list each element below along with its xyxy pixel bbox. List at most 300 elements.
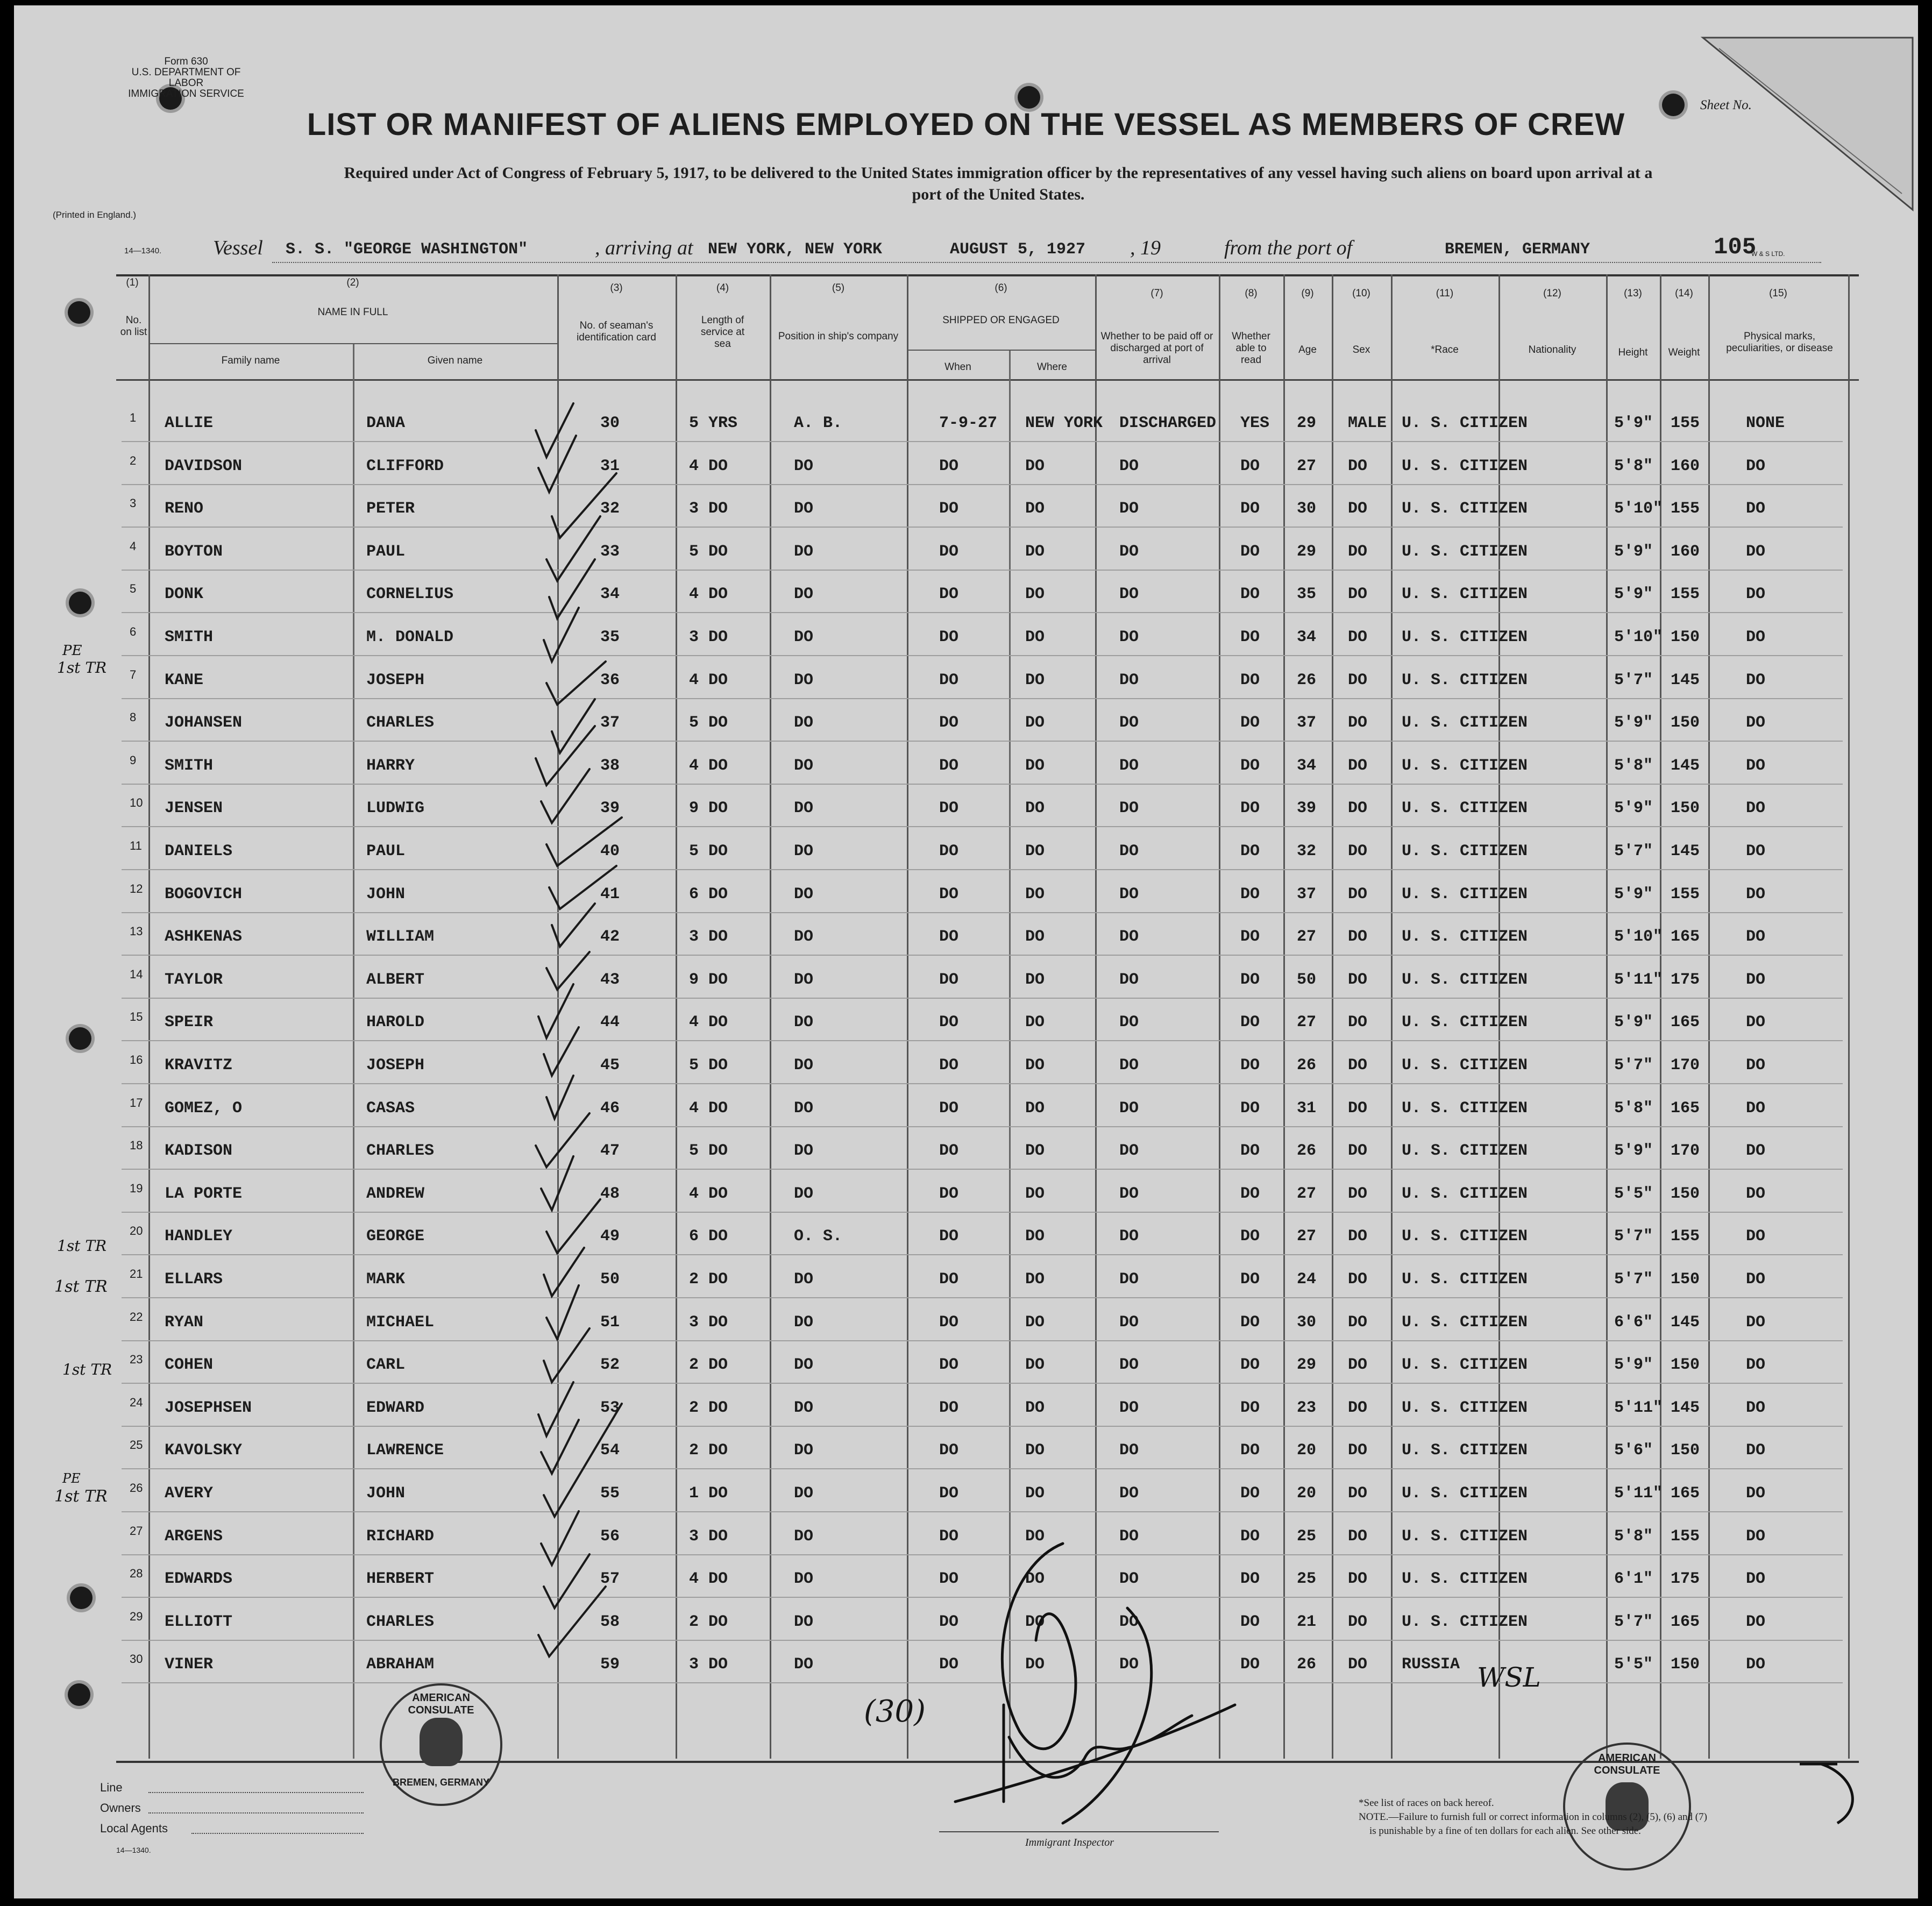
shipped-when: DO	[939, 1356, 959, 1374]
physical-marks: DO	[1746, 1227, 1766, 1246]
sex: DO	[1348, 1313, 1368, 1332]
family-name: DANIELS	[165, 842, 233, 860]
able-to-read: DO	[1240, 1313, 1260, 1332]
length-of-service: 5 DO	[689, 714, 728, 732]
given-name: EDWARD	[366, 1399, 425, 1417]
margin-note-pe: PE	[62, 643, 82, 659]
table-row	[14, 625, 1918, 670]
margin-note-row20: 1st TR	[57, 1237, 107, 1255]
given-name: LAWRENCE	[366, 1441, 444, 1460]
footer-rule	[191, 1833, 364, 1834]
age: 37	[1297, 885, 1317, 904]
age: 25	[1297, 1527, 1317, 1546]
col-header-shipped: SHIPPED OR ENGAGED	[942, 315, 1060, 326]
col-header-race: *Race	[1431, 344, 1459, 355]
race: U. S. CITIZEN	[1402, 1099, 1528, 1118]
able-to-read: DO	[1240, 1227, 1260, 1246]
family-name: JENSEN	[165, 799, 223, 817]
shipped-where: DO	[1025, 842, 1045, 860]
family-name: RYAN	[165, 1313, 204, 1332]
table-row	[14, 924, 1918, 970]
row-number: 14	[130, 968, 143, 981]
shipped-when: DO	[939, 1441, 959, 1460]
able-to-read: DO	[1240, 628, 1260, 646]
sex: DO	[1348, 1185, 1368, 1203]
ship-position: DO	[794, 1484, 814, 1503]
physical-marks: DO	[1746, 1570, 1766, 1588]
race: U. S. CITIZEN	[1402, 714, 1528, 732]
shipped-where: DO	[1025, 1056, 1045, 1075]
given-name: CORNELIUS	[366, 585, 454, 603]
ship-position: DO	[794, 842, 814, 860]
weight: 165	[1671, 928, 1700, 946]
physical-marks: DO	[1746, 457, 1766, 475]
table-row	[14, 968, 1918, 1013]
given-name: HERBERT	[366, 1570, 435, 1588]
col-8-number: (8)	[1245, 288, 1258, 299]
table-row	[14, 753, 1918, 799]
able-to-read: DO	[1240, 714, 1260, 732]
able-to-read: DO	[1240, 671, 1260, 689]
shipped-where: DO	[1025, 1570, 1045, 1588]
height: 5'7"	[1614, 1227, 1653, 1246]
margin-note-row21: 1st TR	[54, 1277, 108, 1296]
row-number: 17	[130, 1096, 143, 1110]
ship-position: DO	[794, 1099, 814, 1118]
shipped-when: DO	[939, 885, 959, 904]
given-name: JOHN	[366, 885, 406, 904]
row-number: 23	[130, 1353, 143, 1366]
weight: 150	[1671, 714, 1700, 732]
shipped-when: DO	[939, 1655, 959, 1674]
year-label: , 19	[1130, 237, 1161, 259]
height: 5'9"	[1614, 885, 1653, 904]
col-15-number: (15)	[1769, 288, 1787, 299]
able-to-read: DO	[1240, 971, 1260, 989]
family-name: JOSEPHSEN	[165, 1399, 252, 1417]
length-of-service: 5 DO	[689, 543, 728, 561]
paid-off-status: DO	[1119, 799, 1139, 817]
card-number: 38	[600, 757, 620, 775]
ship-position: DO	[794, 457, 814, 475]
age: 25	[1297, 1570, 1317, 1588]
weight: 160	[1671, 457, 1700, 475]
weight: 150	[1671, 799, 1700, 817]
family-name: KRAVITZ	[165, 1056, 233, 1075]
col-header-card: No. of seaman's identification card	[577, 320, 656, 343]
ship-position: DO	[794, 585, 814, 603]
card-number: 58	[600, 1613, 620, 1631]
punch-hole	[68, 301, 90, 324]
length-of-service: 3 DO	[689, 1313, 728, 1332]
row-number: 30	[130, 1652, 143, 1666]
given-name: JOHN	[366, 1484, 406, 1503]
race: U. S. CITIZEN	[1402, 1570, 1528, 1588]
card-number: 49	[600, 1227, 620, 1246]
height: 5'9"	[1614, 543, 1653, 561]
given-name: HAROLD	[366, 1013, 425, 1032]
given-name: PAUL	[366, 842, 406, 860]
stamp-left-text: AMERICAN CONSULATE	[408, 1692, 474, 1716]
height: 5'8"	[1614, 457, 1653, 475]
able-to-read: DO	[1240, 1399, 1260, 1417]
card-number: 45	[600, 1056, 620, 1075]
paid-off-status: DO	[1119, 585, 1139, 603]
footer-code: 14—1340.	[116, 1846, 151, 1854]
col-9-number: (9)	[1301, 288, 1314, 299]
shipped-where: NEW YORK	[1025, 414, 1103, 432]
age: 20	[1297, 1441, 1317, 1460]
length-of-service: 4 DO	[689, 671, 728, 689]
sex: DO	[1348, 799, 1368, 817]
length-of-service: 4 DO	[689, 1185, 728, 1203]
length-of-service: 2 DO	[689, 1399, 728, 1417]
weight: 175	[1671, 971, 1700, 989]
family-name: KAVOLSKY	[165, 1441, 243, 1460]
shipped-where: DO	[1025, 757, 1045, 775]
paid-off-status: DO	[1119, 1099, 1139, 1118]
height: 5'7"	[1614, 1270, 1653, 1289]
race: U. S. CITIZEN	[1402, 1356, 1528, 1374]
race: U. S. CITIZEN	[1402, 757, 1528, 775]
weight: 155	[1671, 1527, 1700, 1546]
form-service: IMMIGRATION SERVICE	[128, 88, 244, 99]
shipped-where: DO	[1025, 457, 1045, 475]
departure-port: BREMEN, GERMANY	[1445, 240, 1590, 259]
able-to-read: DO	[1240, 1056, 1260, 1075]
col-13-number: (13)	[1624, 288, 1642, 299]
card-number: 40	[600, 842, 620, 860]
race: U. S. CITIZEN	[1402, 1527, 1528, 1546]
physical-marks: DO	[1746, 1527, 1766, 1546]
family-name: SMITH	[165, 757, 214, 775]
race: U. S. CITIZEN	[1402, 971, 1528, 989]
physical-marks: DO	[1746, 671, 1766, 689]
physical-marks: DO	[1746, 757, 1766, 775]
weight: 155	[1671, 1227, 1700, 1246]
col-14-number: (14)	[1675, 288, 1693, 299]
given-name: GEORGE	[366, 1227, 425, 1246]
family-name: SPEIR	[165, 1013, 214, 1032]
card-number: 54	[600, 1441, 620, 1460]
length-of-service: 5 DO	[689, 1056, 728, 1075]
row-number: 28	[130, 1567, 143, 1580]
paid-off-status: DO	[1119, 1527, 1139, 1546]
shipped-when: DO	[939, 1270, 959, 1289]
family-name: ELLIOTT	[165, 1613, 233, 1631]
form-info	[119, 56, 253, 99]
age: 26	[1297, 671, 1317, 689]
punch-hole	[1018, 86, 1040, 109]
row-number: 6	[130, 625, 137, 638]
page-number: 105	[1714, 234, 1757, 261]
age: 24	[1297, 1270, 1317, 1289]
given-name: CASAS	[366, 1099, 415, 1118]
header-rule	[116, 379, 1859, 381]
race: U. S. CITIZEN	[1402, 543, 1528, 561]
able-to-read: DO	[1240, 1441, 1260, 1460]
age: 27	[1297, 1227, 1317, 1246]
table-row	[14, 1053, 1918, 1098]
physical-marks: DO	[1746, 1484, 1766, 1503]
card-number: 39	[600, 799, 620, 817]
height: 5'7"	[1614, 1056, 1653, 1075]
race: U. S. CITIZEN	[1402, 885, 1528, 904]
age: 26	[1297, 1056, 1317, 1075]
ship-position: DO	[794, 1441, 814, 1460]
footer-note-1: *See list of races on back hereof.	[1359, 1797, 1494, 1809]
shipped-where: DO	[1025, 1527, 1045, 1546]
ship-position: DO	[794, 1613, 814, 1631]
paid-off-status: DO	[1119, 457, 1139, 475]
family-name: BOYTON	[165, 543, 223, 561]
row-number: 5	[130, 582, 137, 595]
row-number: 8	[130, 710, 137, 724]
shipped-where: DO	[1025, 885, 1045, 904]
ship-position: DO	[794, 928, 814, 946]
weight: 150	[1671, 1441, 1700, 1460]
row-number: 26	[130, 1481, 143, 1495]
paid-off-status: DO	[1119, 1270, 1139, 1289]
family-name: LA PORTE	[165, 1185, 243, 1203]
height: 5'8"	[1614, 1099, 1653, 1118]
physical-marks: DO	[1746, 842, 1766, 860]
table-row	[14, 496, 1918, 542]
age: 50	[1297, 971, 1317, 989]
row-number: 15	[130, 1010, 143, 1023]
subtitle-line-1: Required under Act of Congress of February 5, 1917, to be delivered to the United States immigration officer by the representatives of any vessel having such aliens on board upon arrival at a	[344, 164, 1653, 182]
length-of-service: 4 DO	[689, 757, 728, 775]
given-name: PAUL	[366, 543, 406, 561]
family-name: ALLIE	[165, 414, 214, 432]
dotted-rule	[272, 262, 1821, 263]
height: 5'9"	[1614, 799, 1653, 817]
margin-note-pe-2: PE	[62, 1471, 81, 1486]
age: 29	[1297, 543, 1317, 561]
race: RUSSIA	[1402, 1655, 1460, 1674]
family-name: ELLARS	[165, 1270, 223, 1289]
shipped-when: DO	[939, 1013, 959, 1032]
physical-marks: DO	[1746, 1013, 1766, 1032]
family-name: TAYLOR	[165, 971, 223, 989]
shipped-where: DO	[1025, 1185, 1045, 1203]
length-of-service: 3 DO	[689, 928, 728, 946]
weight: 145	[1671, 671, 1700, 689]
given-name: CHARLES	[366, 1142, 435, 1160]
age: 37	[1297, 714, 1317, 732]
shipped-when: DO	[939, 757, 959, 775]
shipped-when: DO	[939, 1056, 959, 1075]
race: U. S. CITIZEN	[1402, 1185, 1528, 1203]
ship-position: DO	[794, 757, 814, 775]
subtitle	[165, 162, 1832, 205]
shipped-where: DO	[1025, 1399, 1045, 1417]
length-of-service: 3 DO	[689, 1527, 728, 1546]
footer-line: Line	[100, 1781, 123, 1794]
footer-rule	[148, 1792, 364, 1793]
physical-marks: DO	[1746, 1270, 1766, 1289]
sex: DO	[1348, 885, 1368, 904]
length-of-service: 2 DO	[689, 1613, 728, 1631]
weight: 150	[1671, 1356, 1700, 1374]
printed-in: (Printed in England.)	[53, 210, 136, 220]
col-7-number: (7)	[1150, 288, 1163, 299]
subtitle-line-2: port of the United States.	[912, 186, 1085, 203]
height: 5'10"	[1614, 500, 1663, 518]
race: U. S. CITIZEN	[1402, 1613, 1528, 1631]
col-header-name: NAME IN FULL	[317, 307, 388, 318]
col-6-number: (6)	[995, 282, 1007, 294]
able-to-read: DO	[1240, 1270, 1260, 1289]
vessel-name: S. S. "GEORGE WASHINGTON"	[286, 240, 528, 259]
sex: DO	[1348, 1613, 1368, 1631]
shipped-when: DO	[939, 928, 959, 946]
family-name: HANDLEY	[165, 1227, 233, 1246]
row-number: 27	[130, 1524, 143, 1538]
stamp-right-text: AMERICAN CONSULATE	[1594, 1752, 1660, 1776]
family-name: DONK	[165, 585, 204, 603]
col-header-marks: Physical marks, peculiarities, or disease	[1726, 331, 1833, 354]
physical-marks: DO	[1746, 585, 1766, 603]
shipped-when: DO	[939, 971, 959, 989]
weight: 145	[1671, 757, 1700, 775]
weight: 175	[1671, 1570, 1700, 1588]
card-number: 56	[600, 1527, 620, 1546]
able-to-read: DO	[1240, 1185, 1260, 1203]
given-name: CHARLES	[366, 1613, 435, 1631]
paid-off-status: DO	[1119, 1441, 1139, 1460]
stamp-left-city: BREMEN, GERMANY	[393, 1777, 490, 1788]
ship-position: DO	[794, 714, 814, 732]
age: 30	[1297, 1313, 1317, 1332]
shipped-when: DO	[939, 1570, 959, 1588]
weight: 170	[1671, 1056, 1700, 1075]
family-name: KADISON	[165, 1142, 233, 1160]
length-of-service: 2 DO	[689, 1356, 728, 1374]
ship-position: DO	[794, 799, 814, 817]
paid-off-status: DO	[1119, 1613, 1139, 1631]
col-header-no: No. on list	[120, 315, 147, 338]
height: 5'11"	[1614, 1484, 1663, 1503]
able-to-read: DO	[1240, 842, 1260, 860]
weight: 165	[1671, 1484, 1700, 1503]
shipped-when: DO	[939, 585, 959, 603]
height: 5'9"	[1614, 414, 1653, 432]
row-number: 13	[130, 924, 143, 938]
able-to-read: DO	[1240, 543, 1260, 561]
sex: DO	[1348, 671, 1368, 689]
shipped-when: DO	[939, 1613, 959, 1631]
row-number: 18	[130, 1139, 143, 1152]
race: U. S. CITIZEN	[1402, 500, 1528, 518]
col-header-weight: Weight	[1668, 347, 1700, 358]
paid-off-status: DO	[1119, 1570, 1139, 1588]
shipped-when: 7-9-27	[939, 414, 998, 432]
handwritten-initials: WSL	[1477, 1662, 1541, 1693]
shipped-where: DO	[1025, 1313, 1045, 1332]
race: U. S. CITIZEN	[1402, 1056, 1528, 1075]
card-number: 52	[600, 1356, 620, 1374]
length-of-service: 4 DO	[689, 585, 728, 603]
able-to-read: DO	[1240, 1142, 1260, 1160]
shipped-when: DO	[939, 1484, 959, 1503]
card-number: 48	[600, 1185, 620, 1203]
paid-off-status: DO	[1119, 885, 1139, 904]
physical-marks: DO	[1746, 628, 1766, 646]
race: U. S. CITIZEN	[1402, 414, 1528, 432]
table-row	[14, 796, 1918, 841]
physical-marks: DO	[1746, 500, 1766, 518]
shipped-where: DO	[1025, 1270, 1045, 1289]
paid-off-status: DO	[1119, 1056, 1139, 1075]
race: U. S. CITIZEN	[1402, 1142, 1528, 1160]
family-name: AVERY	[165, 1484, 214, 1503]
sex: DO	[1348, 543, 1368, 561]
shipped-where: DO	[1025, 971, 1045, 989]
age: 29	[1297, 1356, 1317, 1374]
weight: 150	[1671, 1185, 1700, 1203]
card-number: 31	[600, 457, 620, 475]
age: 29	[1297, 414, 1317, 432]
sex: DO	[1348, 714, 1368, 732]
sex: DO	[1348, 1270, 1368, 1289]
able-to-read: DO	[1240, 885, 1260, 904]
physical-marks: DO	[1746, 928, 1766, 946]
row-number: 4	[130, 539, 137, 553]
paid-off-status: DO	[1119, 1142, 1139, 1160]
sex: DO	[1348, 757, 1368, 775]
col-12-number: (12)	[1543, 288, 1561, 299]
race: U. S. CITIZEN	[1402, 928, 1528, 946]
paid-off-status: DO	[1119, 842, 1139, 860]
from-label: from the port of	[1224, 237, 1353, 259]
paid-off-status: DO	[1119, 971, 1139, 989]
ship-position: DO	[794, 543, 814, 561]
physical-marks: DO	[1746, 885, 1766, 904]
age: 27	[1297, 928, 1317, 946]
given-name: LUDWIG	[366, 799, 425, 817]
family-name: SMITH	[165, 628, 214, 646]
table-row	[14, 582, 1918, 627]
weight: 155	[1671, 585, 1700, 603]
ship-position: DO	[794, 1313, 814, 1332]
shipped-where: DO	[1025, 628, 1045, 646]
family-name: VINER	[165, 1655, 214, 1674]
card-number: 37	[600, 714, 620, 732]
card-number: 57	[600, 1570, 620, 1588]
height: 6'6"	[1614, 1313, 1653, 1332]
card-number: 47	[600, 1142, 620, 1160]
shipped-when: DO	[939, 628, 959, 646]
sex: DO	[1348, 1484, 1368, 1503]
age: 35	[1297, 585, 1317, 603]
sex: DO	[1348, 585, 1368, 603]
weight: 145	[1671, 1399, 1700, 1417]
height: 5'9"	[1614, 714, 1653, 732]
weight: 150	[1671, 628, 1700, 646]
physical-marks: DO	[1746, 1142, 1766, 1160]
shipped-where: DO	[1025, 714, 1045, 732]
consulate-stamp-left	[380, 1683, 502, 1806]
family-name: EDWARDS	[165, 1570, 233, 1588]
sex: DO	[1348, 1142, 1368, 1160]
length-of-service: 5 DO	[689, 842, 728, 860]
length-of-service: 9 DO	[689, 799, 728, 817]
shipped-when: DO	[939, 500, 959, 518]
able-to-read: DO	[1240, 1356, 1260, 1374]
card-number: 35	[600, 628, 620, 646]
shipped-when: DO	[939, 457, 959, 475]
